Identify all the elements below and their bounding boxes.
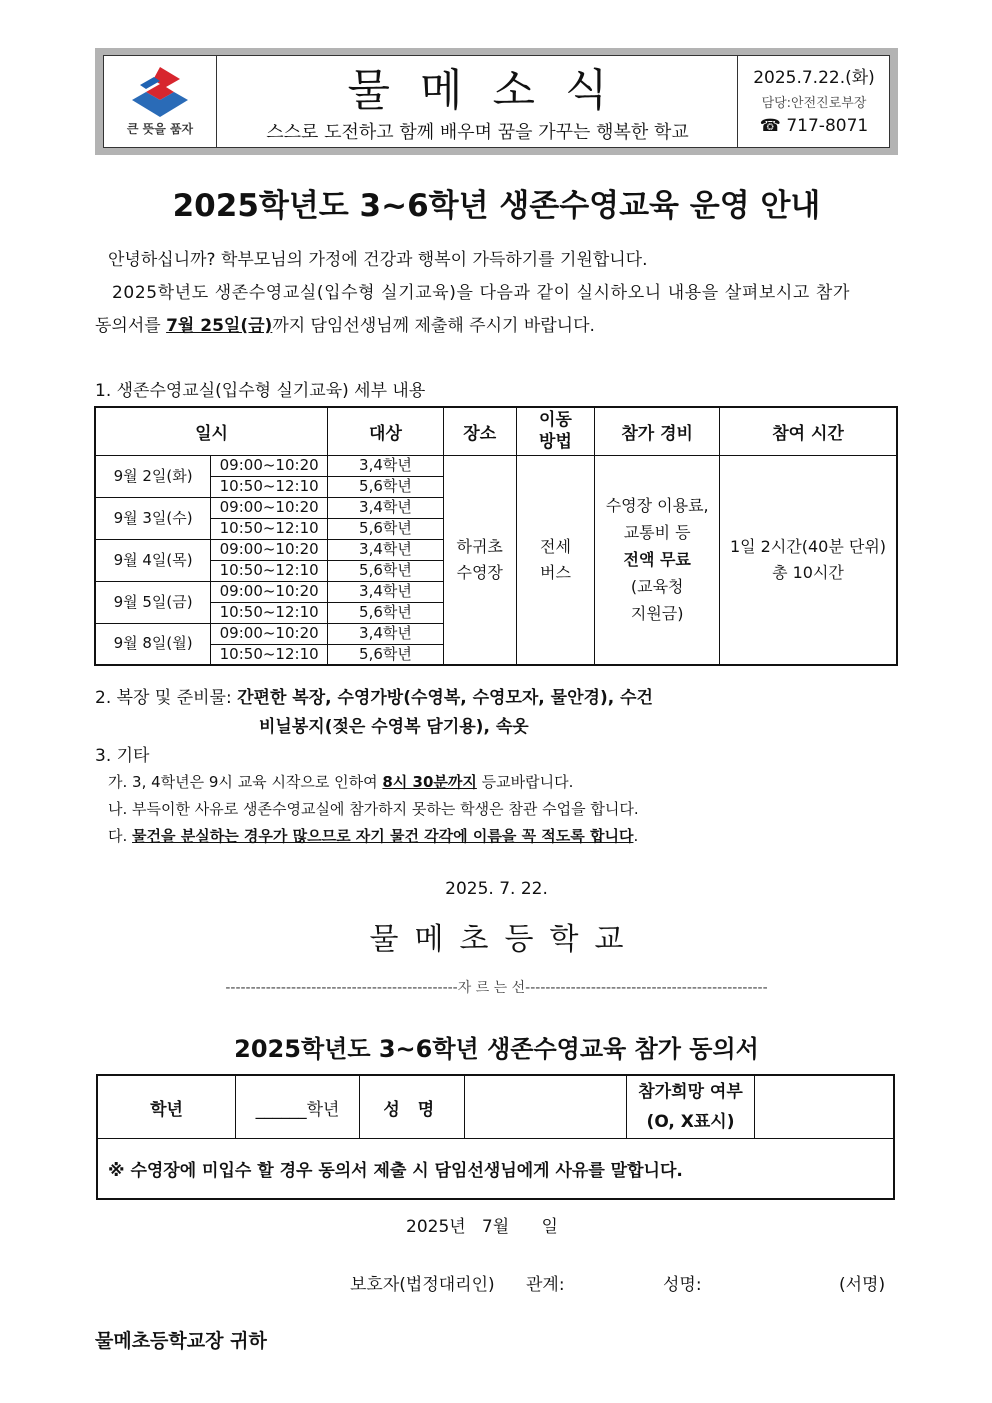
day-cell: 9월 5일(금) xyxy=(95,581,211,623)
hope-label-line: 참가희망 여부 xyxy=(638,1082,743,1102)
cut-line: ----------------------------------------------자 르 는 선------------------------------------------------ xyxy=(225,980,768,996)
note-a xyxy=(108,771,573,792)
note-c xyxy=(108,825,638,846)
cost-line: (교육청 xyxy=(630,577,684,597)
hope-label xyxy=(627,1075,755,1139)
page-title: 2025학년도 3~6학년 생존수영교육 운영 안내 xyxy=(172,188,821,224)
cost-free: 전액 무료 xyxy=(623,550,691,570)
note-text: 등교바랍니다. xyxy=(476,773,574,791)
cost-line: 수영장 이용료, xyxy=(605,496,709,516)
day-cell: 9월 8일(월) xyxy=(95,623,211,665)
cost-line: 지원금) xyxy=(630,604,684,624)
cost-line: 교통비 등 xyxy=(623,523,691,543)
name-label: 성 명 xyxy=(359,1075,464,1139)
time-cell: 10:50~12:10 xyxy=(211,476,328,497)
addressee: 물메초등학교장 귀하 xyxy=(95,1330,267,1352)
note-text: 가. 3, 4학년은 9시 교육 시작으로 인하여 xyxy=(108,773,383,791)
consent-title: 2025학년도 3~6학년 생존수영교육 참가 동의서 xyxy=(234,1035,759,1063)
header-cost: 참가 경비 xyxy=(595,407,720,455)
grade-input[interactable]: ______학년 xyxy=(236,1075,360,1139)
schedule-table xyxy=(94,406,898,666)
signature-field[interactable]: (서명) xyxy=(839,1275,886,1295)
signer-name-label[interactable]: 성명: xyxy=(663,1275,702,1295)
supplies-line-1: 간편한 복장, 수영가방(수영복, 수영모자, 물안경), 수건 xyxy=(237,688,653,708)
grade-cell: 3,4학년 xyxy=(328,581,444,602)
issue-date: 2025.7.22.(화) xyxy=(753,68,875,88)
grade-cell: 3,4학년 xyxy=(328,623,444,644)
transport-cell: 전세 버스 xyxy=(516,455,595,665)
hope-label-line: (O, X표시) xyxy=(646,1112,735,1132)
grade-cell: 3,4학년 xyxy=(328,539,444,560)
intro-line-2: 2025학년도 생존수영교실(입수형 실기교육)을 다음과 같이 실시하오니 내용을 살펴보시고 참가 xyxy=(112,283,850,303)
name-label-notice: 물건을 분실하는 경우가 많으므로 자기 물건 각각에 이름을 꼭 적도록 합니다 xyxy=(132,827,634,845)
note-b: 나. 부득이한 사유로 생존수영교실에 참가하지 못하는 학생은 참관 수업을 합니다. xyxy=(108,800,639,818)
header-transport: 이동 방법 xyxy=(516,407,595,455)
school-name: 물메초등학교 xyxy=(369,922,640,957)
grade-cell: 3,4학년 xyxy=(328,497,444,518)
time-line: 1일 2시간(40분 단위) xyxy=(729,536,887,556)
header-place: 장소 xyxy=(443,407,516,455)
participation-time-cell xyxy=(720,455,898,665)
intro-text: 동의서를 xyxy=(95,316,167,336)
time-cell: 09:00~10:20 xyxy=(211,539,328,560)
consent-notice: ※ 수영장에 미입수 할 경우 동의서 제출 시 담임선생님에게 사유를 말합니다. xyxy=(97,1139,894,1199)
section-2-label: 2. 복장 및 준비물: xyxy=(95,688,238,708)
guardian-label: 보호자(법정대리인) xyxy=(350,1275,495,1295)
grade-cell: 5,6학년 xyxy=(328,518,444,539)
place-cell: 하귀초 수영장 xyxy=(443,455,516,665)
newsletter-name: 물메소식 xyxy=(347,65,638,116)
grade-cell: 5,6학년 xyxy=(328,602,444,623)
time-cell: 10:50~12:10 xyxy=(211,602,328,623)
grade-cell: 5,6학년 xyxy=(328,644,444,665)
section-3-heading: 3. 기타 xyxy=(95,746,150,766)
name-input[interactable] xyxy=(464,1075,627,1139)
grade-cell: 3,4학년 xyxy=(328,455,444,476)
cost-cell xyxy=(595,455,720,665)
hope-input[interactable] xyxy=(754,1075,894,1139)
intro-line-3 xyxy=(95,310,595,343)
relation-label[interactable]: 관계: xyxy=(526,1275,565,1295)
time-cell: 10:50~12:10 xyxy=(211,518,328,539)
time-cell: 10:50~12:10 xyxy=(211,560,328,581)
time-cell: 09:00~10:20 xyxy=(211,623,328,644)
supplies-line-2: 비닐봉지(젖은 수영복 담기용), 속옷 xyxy=(259,717,529,737)
intro-line-1: 안녕하십니까? 학부모님의 가정에 건강과 행복이 가득하기를 기원합니다. xyxy=(108,250,648,270)
header-target: 대상 xyxy=(328,407,444,455)
time-cell: 10:50~12:10 xyxy=(211,644,328,665)
section-1-heading: 1. 생존수영교실(입수형 실기교육) 세부 내용 xyxy=(95,381,426,401)
consent-date: 2025년 7월 일 xyxy=(406,1217,558,1237)
grade-label: 학년 xyxy=(97,1075,236,1139)
day-cell: 9월 2일(화) xyxy=(95,455,211,497)
consent-table xyxy=(96,1074,895,1200)
time-cell: 09:00~10:20 xyxy=(211,497,328,518)
intro-text: 까지 담임선생님께 제출해 주시기 바랍니다. xyxy=(272,316,595,336)
phone-number: ☎ 717-8071 xyxy=(759,116,869,136)
logo-caption: 큰 뜻을 품자 xyxy=(126,122,194,136)
note-text: 다. xyxy=(108,827,133,845)
time-cell: 09:00~10:20 xyxy=(211,581,328,602)
deadline: 7월 25일(금) xyxy=(166,316,273,336)
time-cell: 09:00~10:20 xyxy=(211,455,328,476)
school-slogan: 스스로 도전하고 함께 배우며 꿈을 가꾸는 행복한 학교 xyxy=(266,122,689,143)
grade-cell: 5,6학년 xyxy=(328,560,444,581)
section-2 xyxy=(95,683,653,708)
school-logo-icon xyxy=(128,65,192,119)
arrival-time: 8시 30분까지 xyxy=(382,773,477,791)
grade-cell: 5,6학년 xyxy=(328,476,444,497)
sign-date: 2025. 7. 22. xyxy=(445,879,548,899)
person-in-charge: 담당:안전진로부장 xyxy=(761,96,867,111)
time-line: 총 10시간 xyxy=(772,562,844,582)
day-cell: 9월 4일(목) xyxy=(95,539,211,581)
day-cell: 9월 3일(수) xyxy=(95,497,211,539)
header-time: 참여 시간 xyxy=(720,407,898,455)
note-text: . xyxy=(633,827,639,845)
header-date: 일시 xyxy=(95,407,328,455)
